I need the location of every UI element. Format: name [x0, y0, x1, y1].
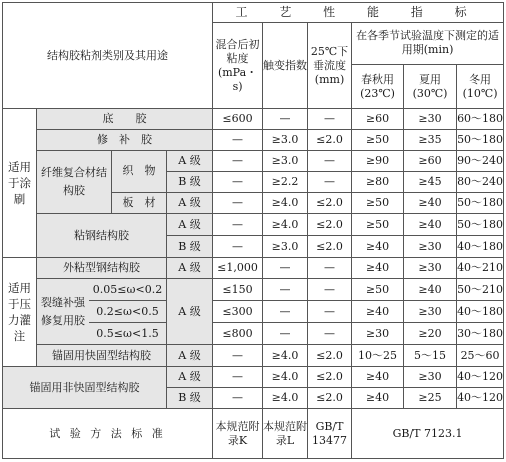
sub-width-1: 0.05≤ω<0.2: [89, 279, 166, 301]
cell-spring: ≥50: [352, 130, 404, 151]
col-thixotropy: 触变指数: [263, 22, 308, 108]
cell-grade: A 级: [167, 214, 213, 236]
cell-viscosity: —: [213, 193, 263, 214]
cell-viscosity: —: [213, 367, 263, 388]
cell-sag: ≤2.0: [308, 193, 352, 214]
cell-sag: ≤2.0: [308, 214, 352, 236]
cell-summer: ≥25: [404, 388, 457, 409]
cell-sag: —: [308, 323, 352, 345]
cell-thixotropy: —: [263, 301, 308, 323]
col-viscosity: 混合后初粘度(mPa・s): [213, 22, 263, 108]
row-name: 粘钢结构胶: [37, 214, 167, 258]
row-name: 纤维复合材结构胶: [41, 166, 107, 198]
row-name: 底 胶: [37, 109, 213, 130]
row-name: 锚固用快固型结构胶: [37, 345, 167, 367]
adhesive-performance-table: [2, 2, 504, 459]
cell-grade: B 级: [167, 172, 213, 193]
cell-viscosity: ≤800: [213, 323, 263, 345]
cell-thixotropy: ≥3.0: [263, 236, 308, 258]
cell-spring: ≥60: [352, 109, 404, 130]
cell-winter: 40～180: [457, 236, 504, 258]
cell-summer: ≥40: [404, 279, 457, 301]
cell-sag: ≤2.0: [308, 236, 352, 258]
cell-summer: ≥20: [404, 323, 457, 345]
fiber-composite-block: [37, 151, 167, 214]
cell-sag: —: [308, 151, 352, 172]
cell-winter: 50～180: [457, 193, 504, 214]
table-row: [3, 109, 504, 130]
cell-viscosity: —: [213, 214, 263, 236]
cell-grade: A 级: [167, 279, 213, 345]
cell-winter: 40～120: [457, 367, 504, 388]
col-season-summer: 夏用(30℃): [404, 64, 457, 108]
sub-plate: 板 材: [122, 195, 156, 209]
test-method-viscosity: 本规范附录K: [213, 409, 263, 459]
table-row: [3, 367, 504, 388]
col-season-winter: 冬用(10℃): [457, 64, 504, 108]
cell-spring: ≥80: [352, 172, 404, 193]
cell-summer: ≥40: [404, 214, 457, 236]
cell-summer: ≥30: [404, 367, 457, 388]
cell-viscosity: —: [213, 236, 263, 258]
table-row: [3, 258, 504, 279]
cell-summer: ≥45: [404, 172, 457, 193]
table-row: [3, 151, 504, 172]
group-coating: 适用于涂刷: [3, 109, 37, 258]
cell-spring: ≥40: [352, 367, 404, 388]
cell-thixotropy: ≥3.0: [263, 151, 308, 172]
cell-spring: ≥50: [352, 279, 404, 301]
cell-summer: 5～15: [404, 345, 457, 367]
cell-viscosity: ≤1,000: [213, 258, 263, 279]
cell-winter: 40～210: [457, 258, 504, 279]
cell-winter: 50～180: [457, 214, 504, 236]
cell-sag: ≤2.0: [308, 367, 352, 388]
cell-sag: —: [308, 172, 352, 193]
row-name: 裂缝补强修复用胶: [41, 295, 85, 327]
table-row: [3, 279, 504, 301]
cell-viscosity: —: [213, 172, 263, 193]
cell-spring: ≥40: [352, 388, 404, 409]
cell-viscosity: ≤150: [213, 279, 263, 301]
cell-thixotropy: ≥4.0: [263, 345, 308, 367]
cell-winter: 40～180: [457, 301, 504, 323]
test-method-label: 试 验 方 法 标 准: [3, 409, 213, 459]
cell-spring: ≥40: [352, 301, 404, 323]
table-row: [3, 345, 504, 367]
category-title: 结构胶粘剂类别及其用途: [3, 3, 213, 109]
footer-row: [3, 409, 504, 459]
cell-spring: ≥50: [352, 214, 404, 236]
cell-thixotropy: ≥3.0: [263, 130, 308, 151]
cell-winter: 50～180: [457, 130, 504, 151]
cell-grade: A 级: [167, 367, 213, 388]
crack-repair-block: [37, 279, 167, 345]
cell-spring: ≥40: [352, 236, 404, 258]
cell-summer: ≥30: [404, 109, 457, 130]
cell-spring: ≥50: [352, 193, 404, 214]
cell-winter: 50～210: [457, 279, 504, 301]
cell-spring: ≥30: [352, 323, 404, 345]
cell-grade: A 级: [167, 345, 213, 367]
cell-sag: ≤2.0: [308, 388, 352, 409]
test-method-thixotropy: 本规范附录L: [263, 409, 308, 459]
cell-viscosity: —: [213, 388, 263, 409]
cell-grade: B 级: [167, 388, 213, 409]
cell-summer: ≥30: [404, 258, 457, 279]
cell-grade: A 级: [167, 151, 213, 172]
cell-sag: —: [308, 258, 352, 279]
table-row: [3, 130, 504, 151]
group-pressure: 适用于压力灌注: [3, 258, 37, 367]
col-season-spring: 春秋用(23℃): [352, 64, 404, 108]
cell-thixotropy: —: [263, 323, 308, 345]
cell-sag: ≤2.0: [308, 345, 352, 367]
cell-sag: ≤2.0: [308, 130, 352, 151]
cell-summer: ≥40: [404, 193, 457, 214]
cell-summer: ≥30: [404, 301, 457, 323]
cell-winter: 60～180: [457, 109, 504, 130]
cell-winter: 30～180: [457, 323, 504, 345]
test-method-sag: GB/T 13477: [308, 409, 352, 459]
sub-fabric: 织 物: [112, 151, 166, 193]
cell-winter: 90～240: [457, 151, 504, 172]
row-name: 修 补 胶: [37, 130, 213, 151]
cell-thixotropy: ≥4.0: [263, 193, 308, 214]
col-sag: 25℃下垂流度(mm): [308, 22, 352, 108]
performance-title: 工 艺 性 能 指 标: [213, 3, 504, 23]
table-row: [3, 214, 504, 236]
col-pot-life: 在各季节试验温度下测定的适用期(min): [352, 22, 504, 64]
cell-grade: A 级: [167, 193, 213, 214]
cell-viscosity: —: [213, 345, 263, 367]
cell-winter: 40～120: [457, 388, 504, 409]
cell-winter: 80～240: [457, 172, 504, 193]
cell-thixotropy: ≥4.0: [263, 214, 308, 236]
cell-spring: ≥90: [352, 151, 404, 172]
row-name: 锚固用非快固型结构胶: [3, 367, 167, 409]
cell-viscosity: ≤600: [213, 109, 263, 130]
cell-grade: A 级: [167, 258, 213, 279]
cell-thixotropy: —: [263, 258, 308, 279]
cell-winter: 25～60: [457, 345, 504, 367]
sub-width-2: 0.2≤ω<0.5: [89, 301, 166, 323]
cell-viscosity: —: [213, 151, 263, 172]
cell-summer: ≥30: [404, 236, 457, 258]
cell-viscosity: —: [213, 130, 263, 151]
cell-spring: 10～25: [352, 345, 404, 367]
test-method-pot-life: GB/T 7123.1: [352, 409, 504, 459]
cell-summer: ≥60: [404, 151, 457, 172]
cell-viscosity: ≤300: [213, 301, 263, 323]
cell-sag: —: [308, 301, 352, 323]
cell-thixotropy: ≥4.0: [263, 367, 308, 388]
cell-thixotropy: —: [263, 109, 308, 130]
header-row-1: [3, 3, 504, 23]
sub-width-3: 0.5≤ω<1.5: [96, 326, 159, 340]
cell-grade: B 级: [167, 236, 213, 258]
cell-thixotropy: ≥4.0: [263, 388, 308, 409]
cell-sag: —: [308, 109, 352, 130]
cell-thixotropy: —: [263, 279, 308, 301]
cell-sag: —: [308, 279, 352, 301]
cell-spring: ≥40: [352, 258, 404, 279]
cell-summer: ≥35: [404, 130, 457, 151]
cell-thixotropy: ≥2.2: [263, 172, 308, 193]
row-name: 外粘型钢结构胶: [37, 258, 167, 279]
